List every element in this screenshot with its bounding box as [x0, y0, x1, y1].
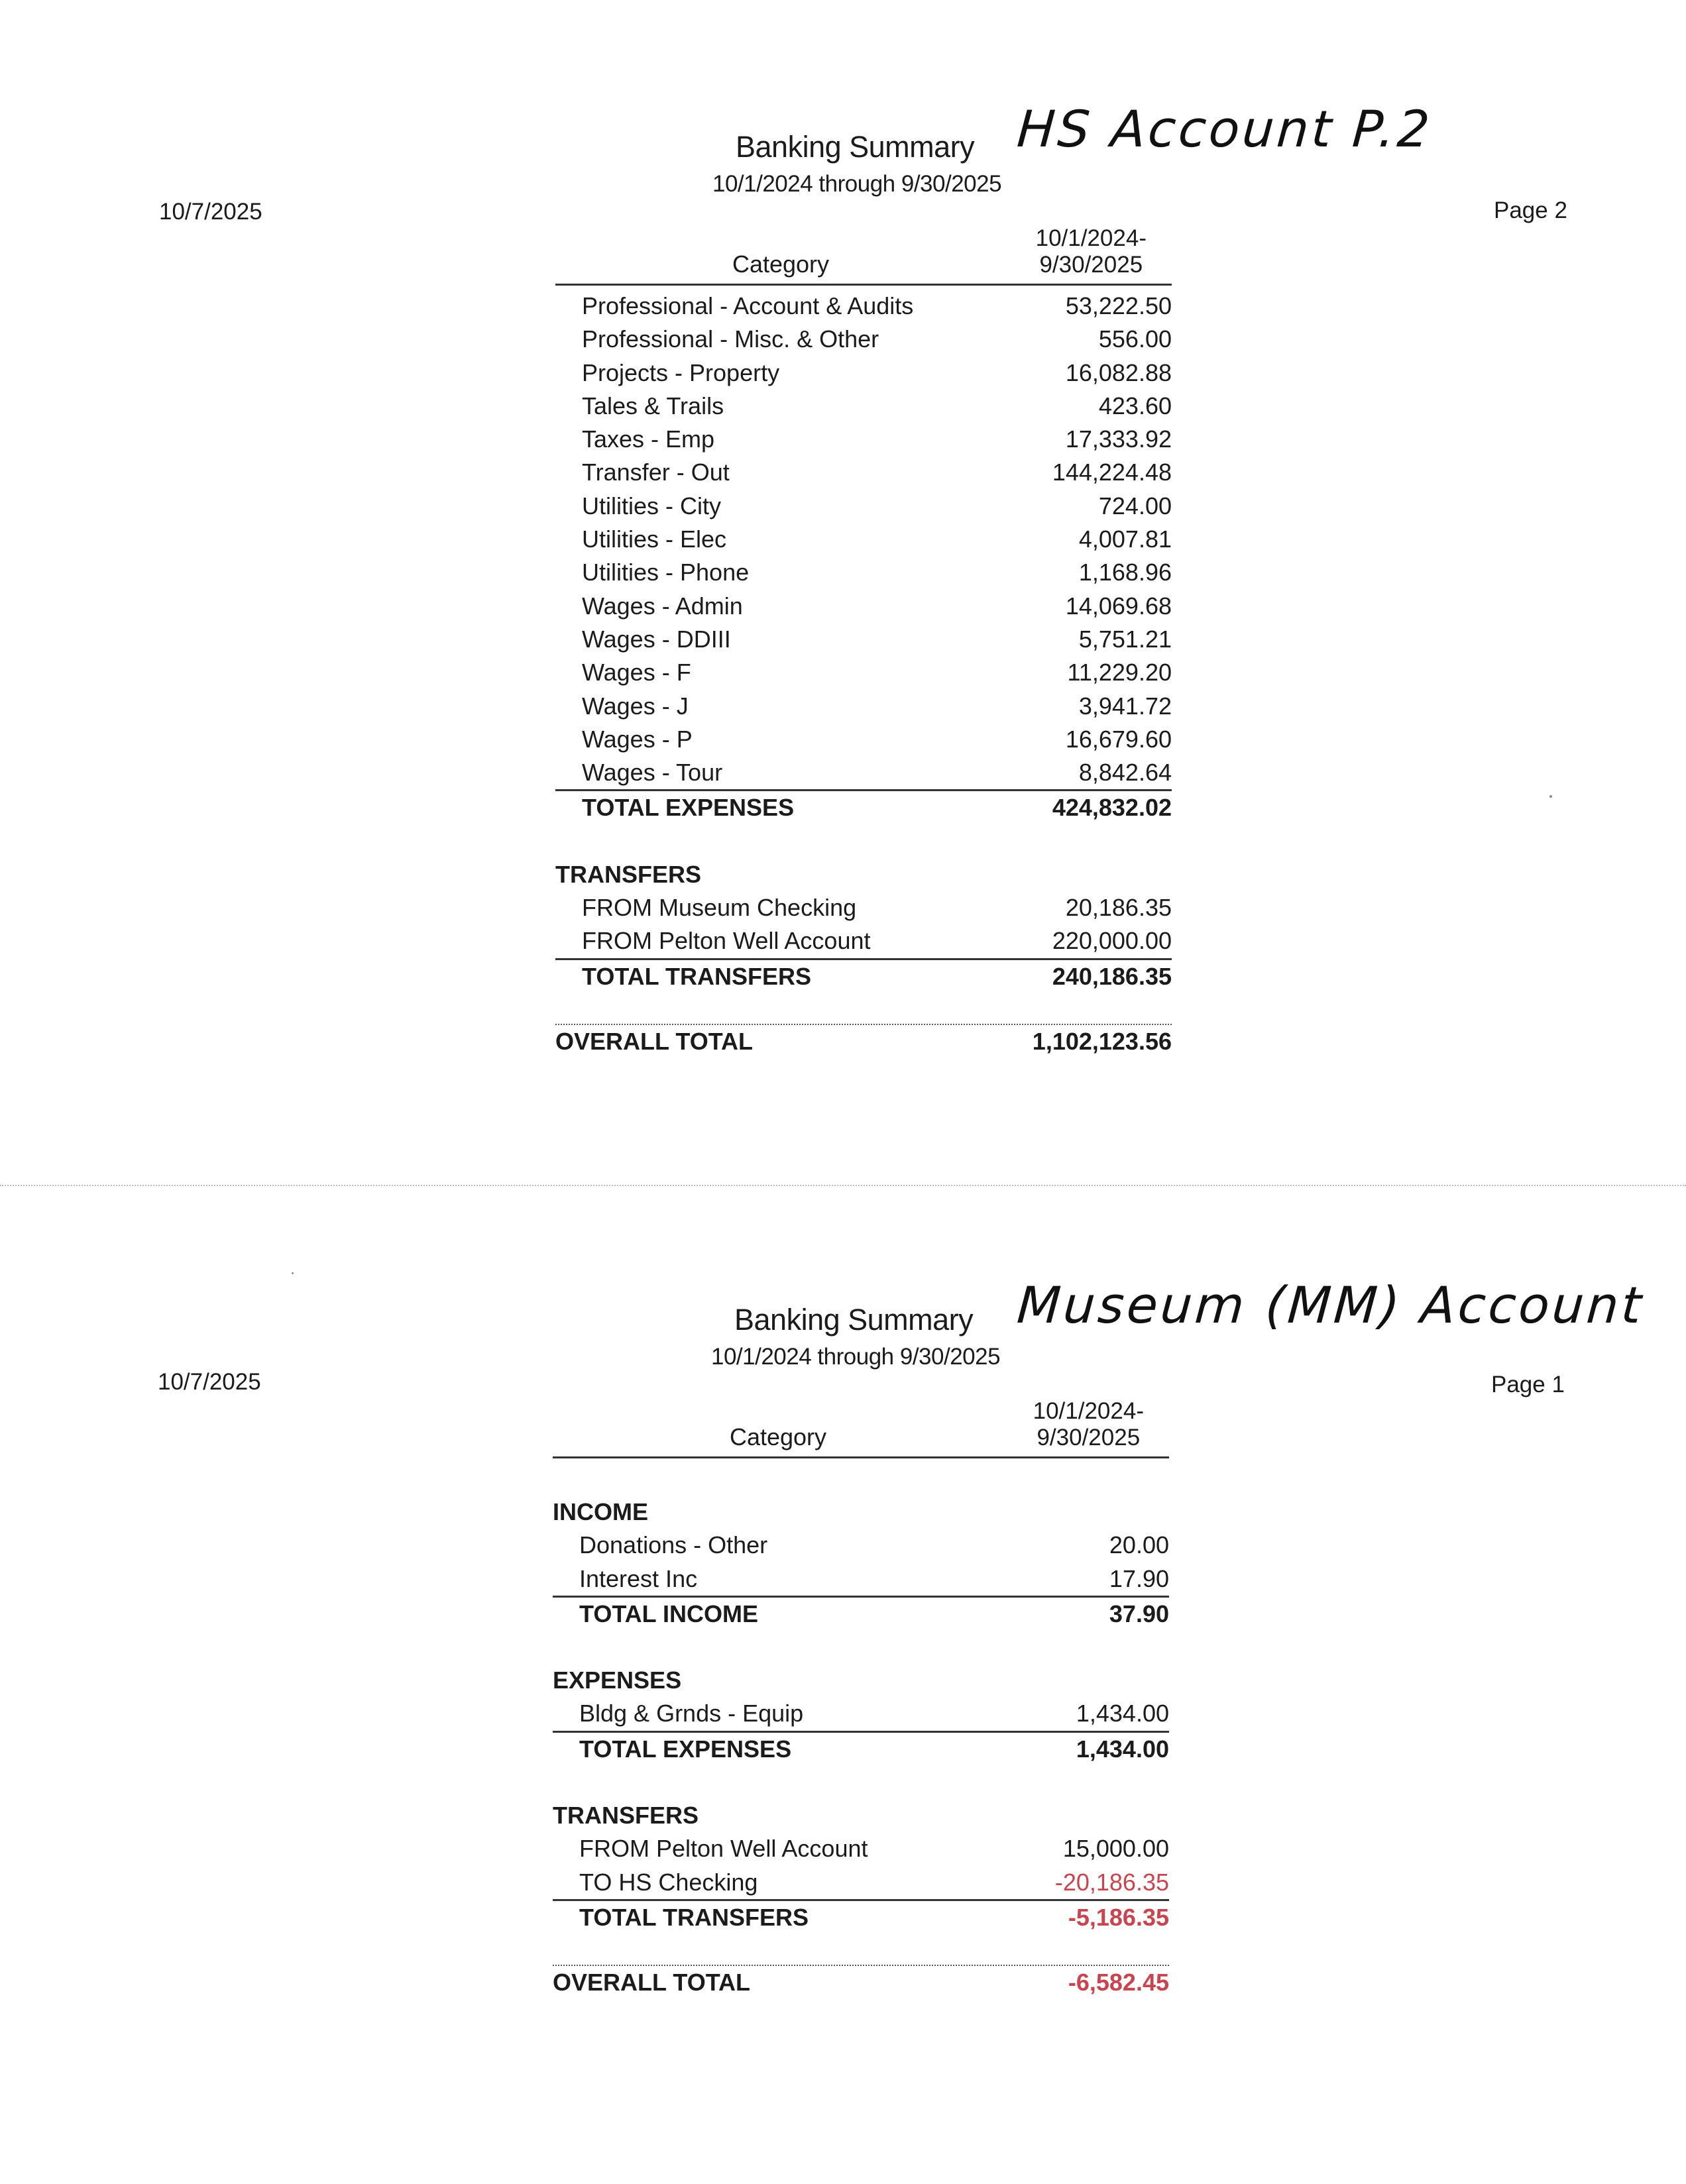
museum-account-page: [0, 1186, 1686, 2184]
row-value: 220,000.00: [1052, 927, 1172, 955]
row-label: Utilities - City: [582, 492, 722, 519]
row-label: Interest Inc: [579, 1564, 698, 1592]
report-title: Banking Summary: [734, 1303, 974, 1337]
table-row: [555, 656, 1172, 689]
table-row: [555, 290, 1172, 323]
row-label: Wages - F: [582, 659, 691, 686]
table-row: [555, 590, 1172, 623]
row-label: TOTAL EXPENSES: [582, 794, 795, 822]
column-header-category: Category: [732, 250, 830, 278]
row-label: TOTAL EXPENSES: [579, 1735, 792, 1763]
section-heading: EXPENSES: [553, 1666, 682, 1694]
row-value: 53,222.50: [1065, 292, 1172, 319]
table-row: [555, 924, 1172, 957]
period-line-1: 10/1/2024-: [1033, 1398, 1144, 1424]
row-label: TO HS Checking: [579, 1868, 758, 1896]
section-heading: TRANSFERS: [555, 860, 702, 888]
row-value: 1,168.96: [1078, 559, 1172, 586]
row-label: TOTAL TRANSFERS: [582, 962, 812, 990]
row-value: 37.90: [1109, 1600, 1169, 1627]
date-range: 10/1/2024 through 9/30/2025: [711, 1344, 1001, 1370]
row-label: TOTAL TRANSFERS: [579, 1903, 809, 1931]
row-value: 14,069.68: [1065, 592, 1172, 620]
table-row: [555, 523, 1172, 556]
row-value: 1,102,123.56: [1032, 1027, 1172, 1055]
row-value-negative: -20,186.35: [1054, 1868, 1169, 1896]
row-value: 240,186.35: [1052, 962, 1172, 990]
scan-speck: [1549, 795, 1552, 798]
row-label: FROM Pelton Well Account: [579, 1835, 868, 1863]
overall-total-row: [553, 1966, 1169, 1999]
overall-total-row: [555, 1025, 1172, 1058]
table-row: [555, 456, 1172, 489]
row-value: 3,941.72: [1078, 692, 1172, 720]
column-header-category: Category: [729, 1423, 827, 1450]
print-date: 10/7/2025: [158, 1369, 261, 1395]
table-row: [555, 690, 1172, 723]
total-transfers-row: [553, 1901, 1169, 1934]
row-label: Bldg & Grnds - Equip: [579, 1700, 804, 1727]
expense-rows: [555, 290, 1172, 789]
row-value: 724.00: [1098, 492, 1172, 519]
row-label: Professional - Misc. & Other: [582, 325, 879, 353]
row-value-negative: -5,186.35: [1068, 1903, 1169, 1931]
page-number: Page 1: [1491, 1372, 1565, 1397]
table-row: [553, 1866, 1169, 1899]
table-row: [553, 1529, 1169, 1562]
row-label: Projects - Property: [582, 358, 780, 386]
row-value: 144,224.48: [1052, 459, 1172, 486]
row-value: 424,832.02: [1052, 794, 1172, 822]
row-value: 16,082.88: [1065, 358, 1172, 386]
date-range: 10/1/2024 through 9/30/2025: [712, 171, 1002, 197]
print-date: 10/7/2025: [159, 199, 262, 225]
table-row: [555, 490, 1172, 523]
row-label: Wages - J: [582, 692, 689, 720]
row-value: 423.60: [1098, 392, 1172, 419]
table-row: [555, 423, 1172, 456]
period-line-1: 10/1/2024-: [1035, 225, 1147, 251]
handwritten-note: HS Account P.2: [1015, 99, 1434, 158]
table-row: [555, 891, 1172, 924]
row-label: Wages - Tour: [582, 759, 723, 787]
table-header: [555, 224, 1172, 284]
row-label: FROM Museum Checking: [582, 894, 857, 922]
expenses-heading: [553, 1664, 1169, 1697]
row-label: FROM Pelton Well Account: [582, 927, 871, 955]
total-transfers-row: [555, 960, 1172, 993]
row-value: 1,434.00: [1076, 1700, 1169, 1727]
row-value: 20.00: [1109, 1531, 1169, 1559]
total-expenses-row: [555, 791, 1172, 824]
row-value: 17.90: [1109, 1564, 1169, 1592]
row-label: Wages - P: [582, 725, 693, 753]
row-value: 15,000.00: [1062, 1835, 1169, 1863]
transfers-heading: [553, 1799, 1169, 1832]
period-line-2: 9/30/2025: [1037, 1425, 1141, 1450]
total-income-row: [553, 1598, 1169, 1631]
row-value: 556.00: [1098, 325, 1172, 353]
row-label: Tales & Trails: [582, 392, 724, 419]
row-label: Utilities - Phone: [582, 559, 750, 586]
row-label: TOTAL INCOME: [579, 1600, 758, 1627]
table-row: [555, 390, 1172, 423]
row-value: 11,229.20: [1067, 659, 1172, 686]
report-title: Banking Summary: [736, 130, 975, 164]
page-number: Page 2: [1494, 197, 1567, 223]
table-row: [555, 323, 1172, 356]
row-value: 16,679.60: [1065, 725, 1172, 753]
row-value: 5,751.21: [1078, 625, 1172, 653]
column-header-period: [1036, 225, 1147, 278]
summary-table: [553, 1397, 1169, 2000]
table-row: [555, 623, 1172, 656]
row-label: Wages - DDIII: [582, 625, 731, 653]
table-row: [553, 1697, 1169, 1730]
row-value-negative: -6,582.45: [1068, 1969, 1169, 1996]
row-label: OVERALL TOTAL: [555, 1027, 754, 1055]
table-header: [553, 1397, 1169, 1456]
row-label: Wages - Admin: [582, 592, 743, 620]
table-row: [553, 1562, 1169, 1596]
row-label: Donations - Other: [579, 1531, 768, 1559]
row-value: 17,333.92: [1065, 425, 1172, 453]
table-row: [555, 556, 1172, 589]
income-heading: [553, 1496, 1169, 1529]
column-header-period: [1033, 1398, 1144, 1451]
table-row: [555, 756, 1172, 789]
section-heading: TRANSFERS: [553, 1802, 699, 1829]
row-value: 1,434.00: [1076, 1735, 1169, 1763]
handwritten-note: Museum (MM) Account: [1015, 1276, 1646, 1335]
row-label: Taxes - Emp: [582, 425, 715, 453]
row-label: Utilities - Elec: [582, 525, 727, 553]
total-expenses-row: [553, 1733, 1169, 1766]
scan-speck: [292, 1272, 294, 1274]
table-row: [553, 1832, 1169, 1865]
row-label: OVERALL TOTAL: [553, 1969, 751, 1996]
row-label: Professional - Account & Audits: [582, 292, 914, 319]
row-value: 8,842.64: [1078, 759, 1172, 787]
period-line-2: 9/30/2025: [1039, 252, 1143, 278]
row-value: 4,007.81: [1078, 525, 1172, 553]
table-row: [555, 723, 1172, 756]
row-label: Transfer - Out: [582, 459, 730, 486]
table-row: [555, 356, 1172, 390]
row-value: 20,186.35: [1065, 894, 1172, 922]
transfers-heading: [555, 858, 1172, 891]
section-heading: INCOME: [553, 1498, 648, 1525]
summary-table: [555, 224, 1172, 1058]
